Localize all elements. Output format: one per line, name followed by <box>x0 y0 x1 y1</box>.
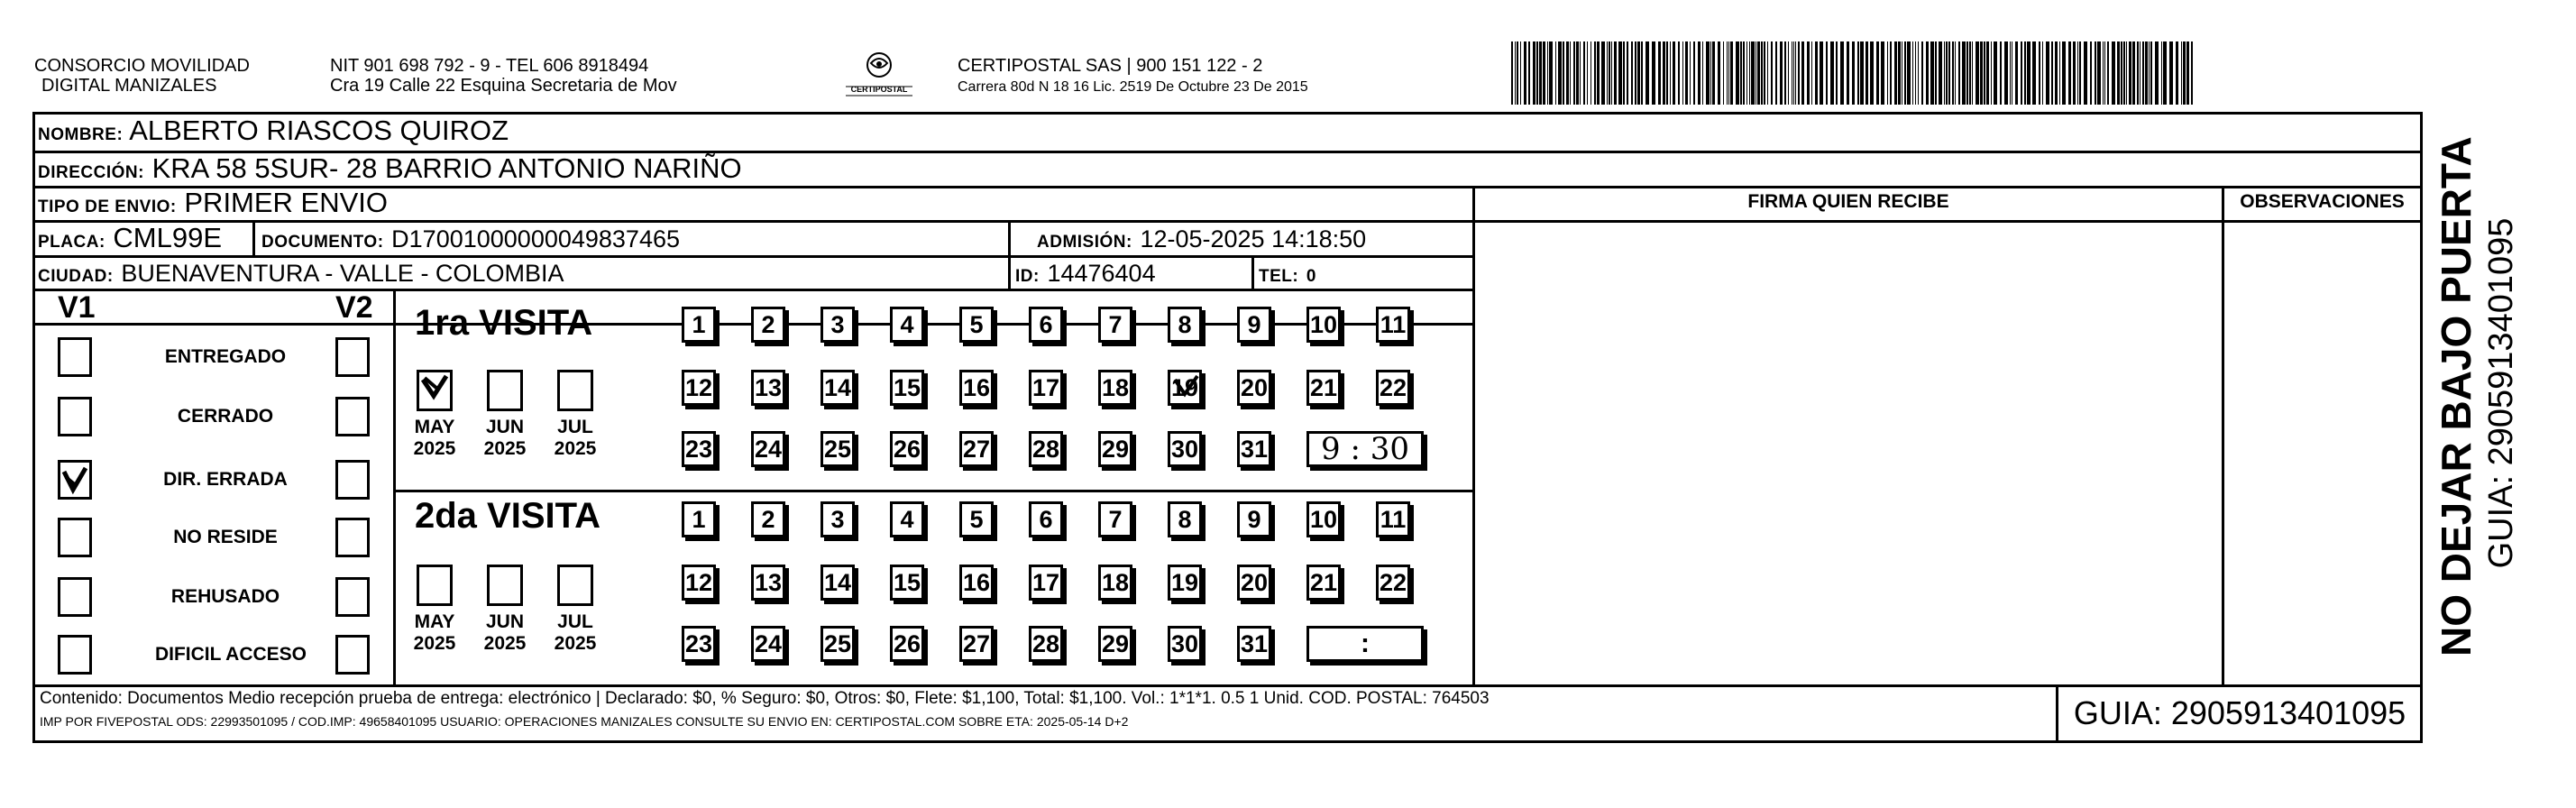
day-box[interactable]: 12 <box>682 370 716 406</box>
certipostal-logo <box>839 50 920 101</box>
nombre-row <box>38 115 509 151</box>
day-box[interactable]: 7 <box>1098 501 1132 537</box>
status-label: DIR. ERRADA <box>163 469 288 490</box>
status-label: REHUSADO <box>170 586 280 607</box>
day-box[interactable]: 25 <box>820 431 855 467</box>
v1-checkbox[interactable] <box>58 337 92 377</box>
day-box[interactable]: 6 <box>1029 501 1063 537</box>
day-box[interactable]: 12 <box>682 565 716 601</box>
day-box[interactable]: 25 <box>820 626 855 662</box>
logo-text: CERTIPOSTAL <box>850 85 908 94</box>
day-box[interactable]: 5 <box>959 307 994 343</box>
day-box[interactable]: 15 <box>890 565 924 601</box>
status-label: CERRADO <box>177 406 274 427</box>
ciudad-value: BUENAVENTURA - VALLE - COLOMBIA <box>121 260 564 287</box>
day-box[interactable]: 9 <box>1237 307 1271 343</box>
handwritten-mark-icon <box>419 372 450 409</box>
day-box[interactable]: 19 <box>1168 565 1202 601</box>
time-box[interactable]: 9 : 30 <box>1306 431 1424 467</box>
direccion-value: KRA 58 5SUR- 28 BARRIO ANTONIO NARIÑO <box>151 152 742 184</box>
day-box[interactable]: 1 <box>682 501 716 537</box>
day-box[interactable]: 30 <box>1168 431 1202 467</box>
observaciones-header: OBSERVACIONES <box>2240 191 2405 212</box>
status-label: ENTREGADO <box>164 346 287 367</box>
tipo-envio-row <box>38 188 388 223</box>
nit-line: NIT 901 698 792 - 9 - TEL 606 8918494 <box>330 56 649 76</box>
v1-checkbox[interactable] <box>58 577 92 617</box>
day-box[interactable]: 21 <box>1306 565 1341 601</box>
day-box[interactable]: 15 <box>890 370 924 406</box>
month-label: JUL <box>557 417 593 437</box>
placa-value: CML99E <box>113 222 223 253</box>
month-checkbox[interactable] <box>557 565 593 606</box>
footer-content: Contenido: Documentos Medio recepción prueba de entrega: electrónico | Declarado: $0, % Seguro: $0, Otros: $0, Flete: $1,100, Total: $1,100. Vol.: 1*1*1. 0.5 1 Unid. COD. POSTAL: 764503 <box>40 689 1490 708</box>
day-box[interactable]: 27 <box>959 431 994 467</box>
day-box[interactable]: 8 <box>1168 501 1202 537</box>
admision-label: ADMISIÓN: <box>1037 233 1132 252</box>
month-label: JUN <box>485 611 524 632</box>
day-box[interactable]: 19 <box>1168 370 1202 406</box>
day-box[interactable]: 26 <box>890 431 924 467</box>
company-address: Cra 19 Calle 22 Esquina Secretaria de Mov <box>330 76 677 96</box>
day-box[interactable]: 9 <box>1237 501 1271 537</box>
day-box[interactable]: 8 <box>1168 307 1202 343</box>
year-label: 2025 <box>554 633 597 654</box>
tipo-envio-label: TIPO DE ENVIO: <box>38 197 177 216</box>
nombre-value: ALBERTO RIASCOS QUIROZ <box>129 115 509 146</box>
day-box[interactable]: 18 <box>1098 565 1132 601</box>
month-checkbox[interactable] <box>417 370 453 411</box>
direccion-label: DIRECCIÓN: <box>38 163 144 182</box>
day-box[interactable]: 16 <box>959 565 994 601</box>
placa-label: PLACA: <box>38 233 105 252</box>
check-mark-icon <box>60 463 89 497</box>
month-label: JUL <box>557 611 593 632</box>
day-box[interactable]: 28 <box>1029 626 1063 662</box>
documento-value: D17001000000049837465 <box>391 225 680 252</box>
day-box[interactable]: 11 <box>1376 307 1410 343</box>
v2-checkbox[interactable] <box>335 337 370 377</box>
status-label: NO RESIDE <box>173 527 278 547</box>
status-label: DIFICIL ACCESO <box>154 644 307 665</box>
direccion-row <box>38 153 742 188</box>
firma-header: FIRMA QUIEN RECIBE <box>1747 191 1949 212</box>
day-box[interactable]: 22 <box>1376 565 1410 601</box>
tel-row <box>1259 257 1316 292</box>
day-box[interactable]: 24 <box>751 431 785 467</box>
month-checkbox[interactable] <box>487 565 523 606</box>
month-label: MAY <box>414 417 455 437</box>
day-box[interactable]: 23 <box>682 626 716 662</box>
day-box[interactable]: 21 <box>1306 370 1341 406</box>
day-box[interactable]: 2 <box>751 307 785 343</box>
day-box[interactable]: 11 <box>1376 501 1410 537</box>
year-label: 2025 <box>483 438 527 459</box>
day-box[interactable]: 14 <box>820 370 855 406</box>
year-label: 2025 <box>413 438 456 459</box>
barcode <box>1511 41 2196 105</box>
day-box[interactable]: 26 <box>890 626 924 662</box>
v2-checkbox[interactable] <box>335 518 370 557</box>
company-name-line2: DIGITAL MANIZALES <box>41 76 217 96</box>
day-box[interactable]: 7 <box>1098 307 1132 343</box>
v2-checkbox[interactable] <box>335 577 370 617</box>
v1-checkbox[interactable] <box>58 518 92 557</box>
day-box[interactable]: 27 <box>959 626 994 662</box>
v2-header: V2 <box>335 290 373 325</box>
year-label: 2025 <box>554 438 597 459</box>
day-box[interactable]: 5 <box>959 501 994 537</box>
tipo-envio-value: PRIMER ENVIO <box>184 187 389 218</box>
day-box[interactable]: 28 <box>1029 431 1063 467</box>
day-box[interactable]: 17 <box>1029 370 1063 406</box>
ciudad-row <box>38 257 564 292</box>
day-box[interactable]: 10 <box>1306 501 1341 537</box>
year-label: 2025 <box>413 633 456 654</box>
documento-label: DOCUMENTO: <box>261 233 384 252</box>
documento-row <box>261 223 680 258</box>
day-box[interactable]: 24 <box>751 626 785 662</box>
day-box[interactable]: 29 <box>1098 626 1132 662</box>
day-box[interactable]: 1 <box>682 307 716 343</box>
day-box[interactable]: 4 <box>890 307 924 343</box>
no-dejar-bajo-puerta: NO DEJAR BAJO PUERTA <box>2433 136 2480 656</box>
side-guia: GUIA: 2905913401095 <box>2482 217 2520 569</box>
tel-label: TEL: <box>1259 267 1299 286</box>
day-box[interactable]: 13 <box>751 565 785 601</box>
id-row <box>1015 257 1156 292</box>
day-box[interactable]: 17 <box>1029 565 1063 601</box>
day-box[interactable]: 30 <box>1168 626 1202 662</box>
first-visit-title: 1ra VISITA <box>415 303 593 343</box>
year-label: 2025 <box>483 633 527 654</box>
day-box[interactable]: 13 <box>751 370 785 406</box>
company-name-line1: CONSORCIO MOVILIDAD <box>34 56 250 76</box>
month-checkbox[interactable] <box>557 370 593 411</box>
ciudad-label: CIUDAD: <box>38 267 114 286</box>
second-visit-title: 2da VISITA <box>415 496 600 536</box>
day-box[interactable]: 3 <box>820 501 855 537</box>
v1-checkbox[interactable] <box>58 397 92 436</box>
month-checkbox[interactable] <box>417 565 453 606</box>
day-box[interactable]: 29 <box>1098 431 1132 467</box>
day-box[interactable]: 31 <box>1237 626 1271 662</box>
day-box[interactable]: 20 <box>1237 565 1271 601</box>
month-label: JUN <box>485 417 524 437</box>
v1-header: V1 <box>58 290 96 325</box>
handwritten-mark-icon <box>1172 374 1201 405</box>
admision-row <box>1037 223 1366 258</box>
day-box[interactable]: 18 <box>1098 370 1132 406</box>
id-value: 14476404 <box>1047 260 1156 287</box>
admision-value: 12-05-2025 14:18:50 <box>1140 225 1367 252</box>
carrier-line: CERTIPOSTAL SAS | 900 151 122 - 2 <box>958 56 1263 76</box>
day-box[interactable]: 14 <box>820 565 855 601</box>
day-box[interactable]: 10 <box>1306 307 1341 343</box>
v2-checkbox[interactable] <box>335 460 370 500</box>
day-box[interactable]: 4 <box>890 501 924 537</box>
nombre-label: NOMBRE: <box>38 125 124 144</box>
v2-checkbox[interactable] <box>335 635 370 675</box>
day-box[interactable]: 3 <box>820 307 855 343</box>
day-box[interactable]: 6 <box>1029 307 1063 343</box>
day-box[interactable]: 16 <box>959 370 994 406</box>
v1-checkbox[interactable] <box>58 635 92 675</box>
tel-value: 0 <box>1306 267 1316 286</box>
day-box[interactable]: 20 <box>1237 370 1271 406</box>
v2-checkbox[interactable] <box>335 397 370 436</box>
day-box[interactable]: 22 <box>1376 370 1410 406</box>
footer-imp: IMP POR FIVEPOSTAL ODS: 22993501095 / COD.IMP: 49658401095 USUARIO: OPERACIONES MANIZALES CONSULTE SU ENVIO EN: CERTIPOSTAL.COM SOBRE ETA: 2025-05-14 D+2 <box>40 714 1129 729</box>
month-label: MAY <box>414 611 455 632</box>
day-box[interactable]: 2 <box>751 501 785 537</box>
month-checkbox[interactable] <box>487 370 523 411</box>
day-box[interactable]: 23 <box>682 431 716 467</box>
v1-checkbox[interactable] <box>58 460 92 500</box>
carrier-address: Carrera 80d N 18 16 Lic. 2519 De Octubre 23 De 2015 <box>958 79 1308 95</box>
day-box[interactable]: 31 <box>1237 431 1271 467</box>
footer-guia: GUIA: 2905913401095 <box>2073 694 2406 731</box>
time-box[interactable]: : <box>1306 626 1424 662</box>
id-label: ID: <box>1015 267 1040 286</box>
placa-row <box>38 223 222 258</box>
